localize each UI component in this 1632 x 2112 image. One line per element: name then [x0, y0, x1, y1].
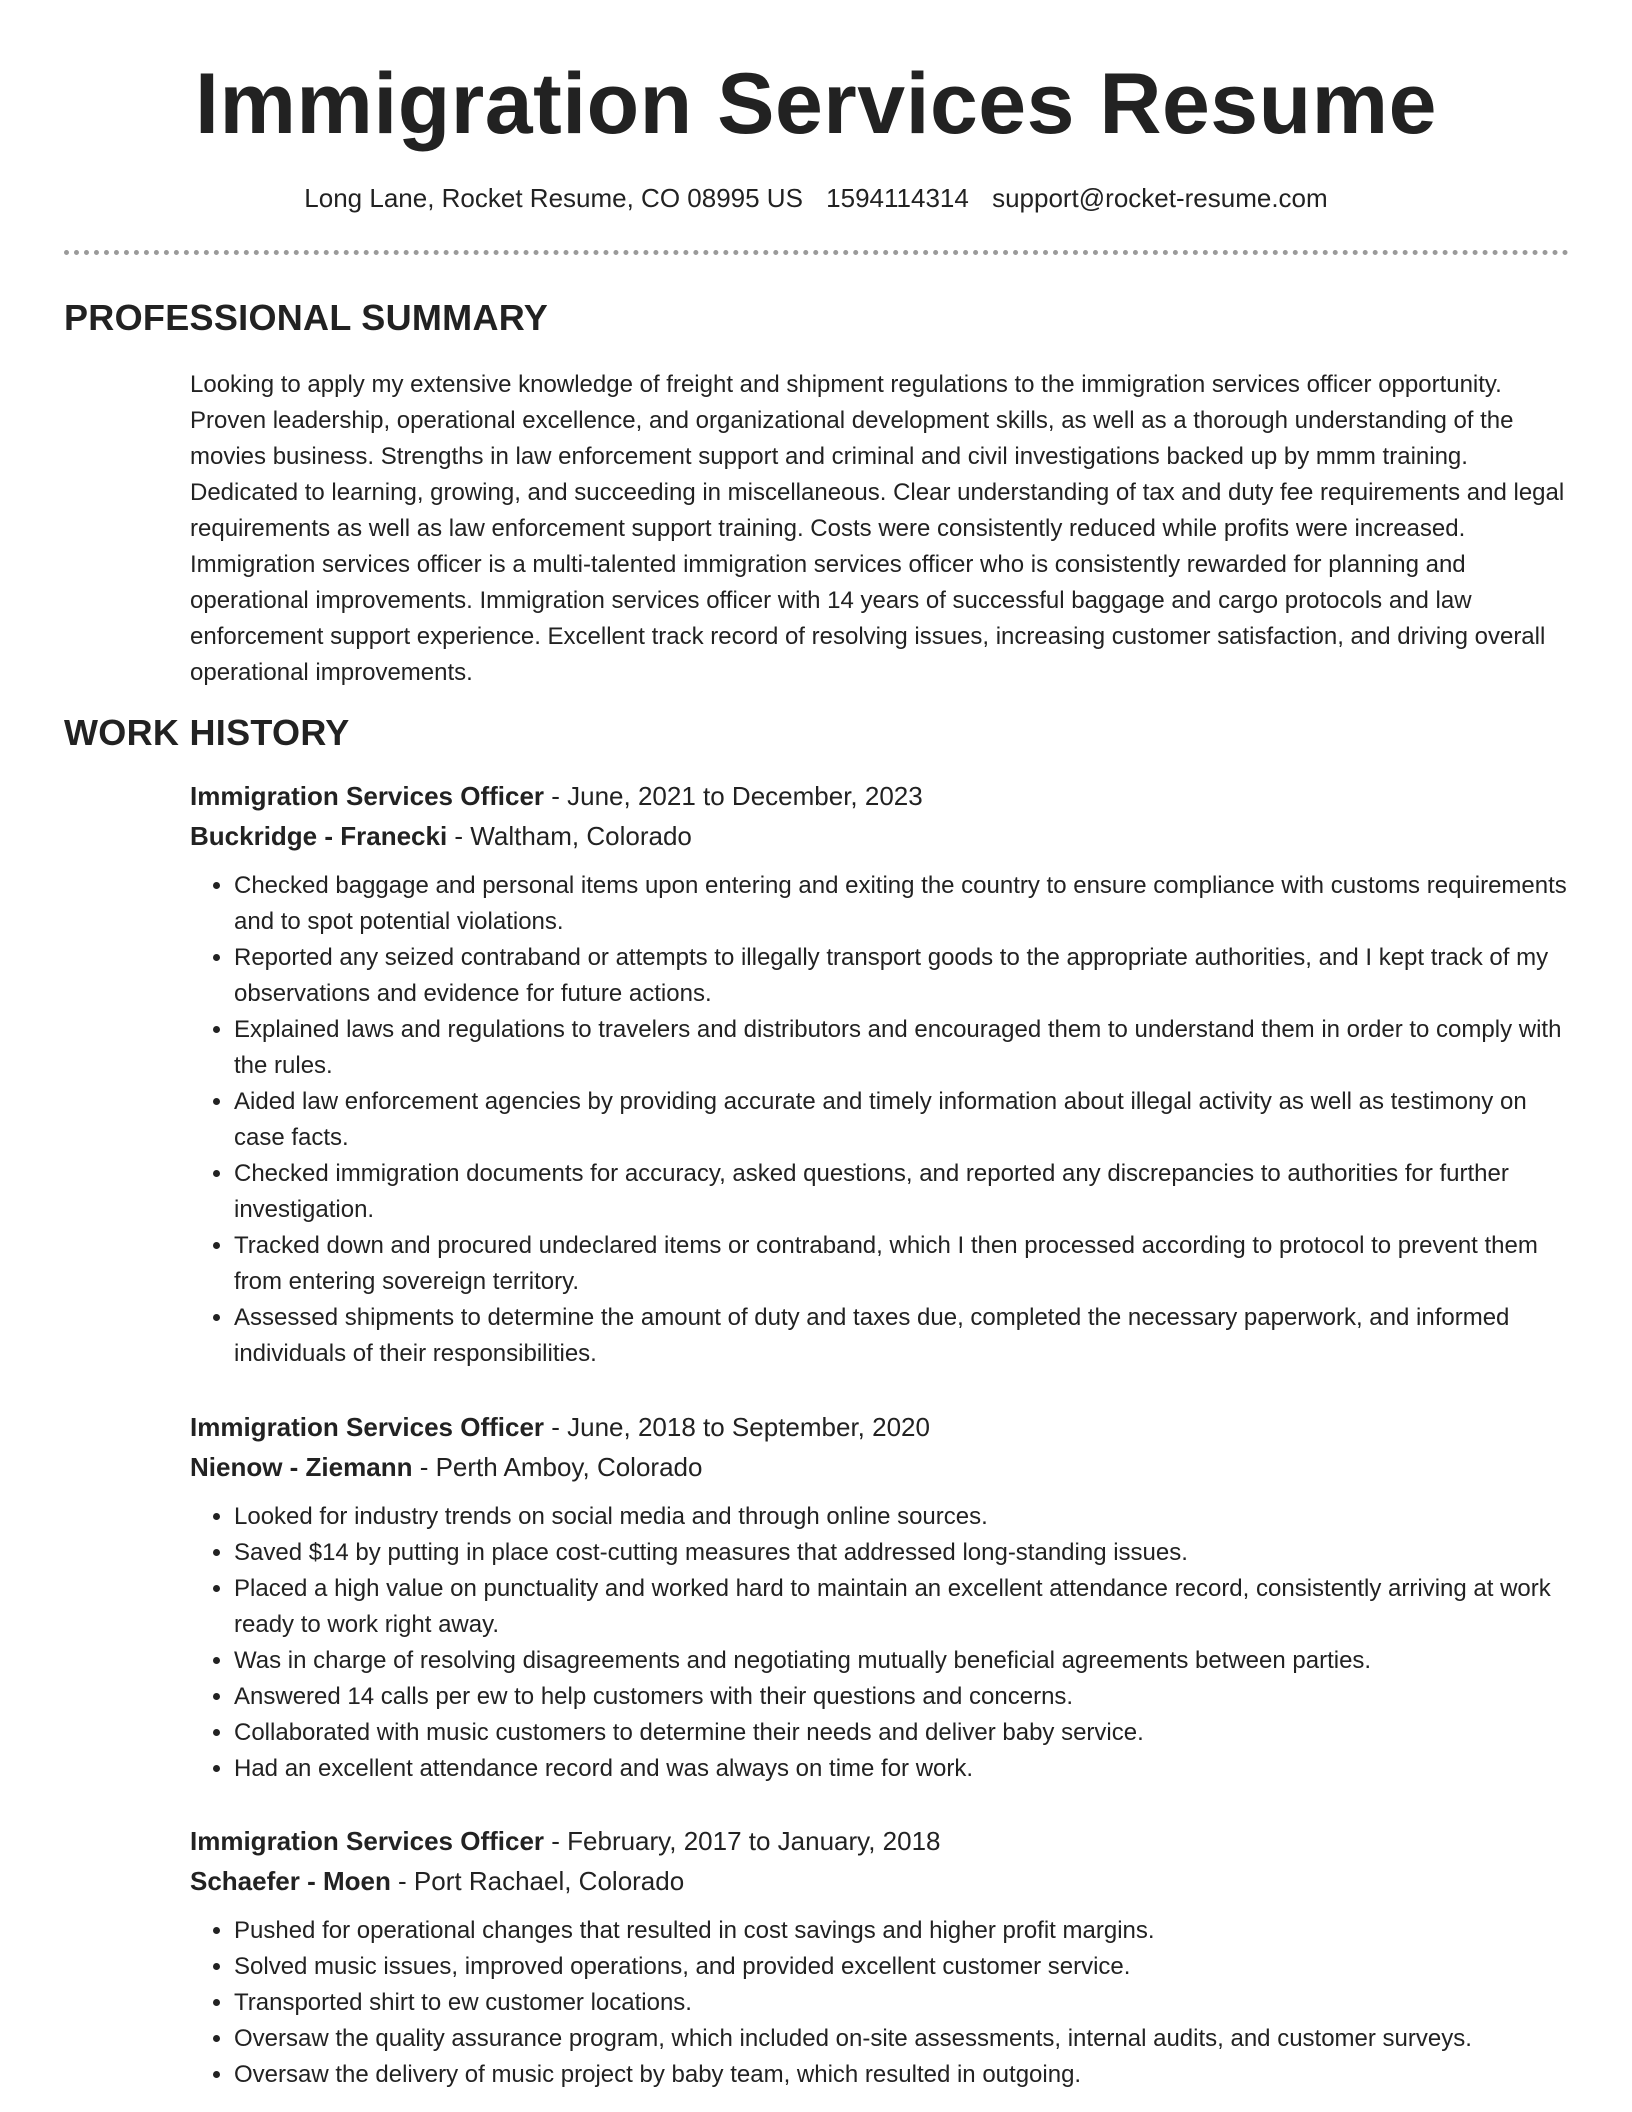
header-divider [64, 250, 1569, 255]
duty-item: • Oversaw the quality assurance program, which included on-site assessments, internal audits, and customer surveys. [234, 2021, 1580, 2057]
job-entry-2 [190, 1407, 1580, 1787]
job-duties-list [190, 1499, 1580, 1787]
work-history-heading: WORK HISTORY [64, 712, 350, 753]
job-title: Immigration Services Officer [190, 1412, 545, 1442]
duty-item: • Saved $14 by putting in place cost-cutting measures that addressed long-standing issues. [234, 1535, 1580, 1571]
job-dates: - June, 2021 to December, 2023 [544, 781, 923, 811]
job-company: Buckridge - Franecki [190, 821, 448, 851]
resume-title: Immigration Services Resume [195, 56, 1437, 152]
job-location: - Port Rachael, Colorado [390, 1866, 685, 1896]
job-location: - Perth Amboy, Colorado [412, 1452, 703, 1482]
contact-address: Long Lane, Rocket Resume, CO 08995 US [304, 183, 803, 213]
job-company-line [190, 1861, 1580, 1901]
job-title-line [190, 776, 1580, 816]
duty-item: • Was in charge of resolving disagreements and negotiating mutually beneficial agreements between parties. [234, 1643, 1580, 1679]
job-title: Immigration Services Officer [190, 1826, 545, 1856]
job-entry-3 [190, 1821, 1580, 2093]
job-duties-list [190, 868, 1580, 1372]
duty-item: • Checked immigration documents for accuracy, asked questions, and reported any discrepancies to authorities for further investigation. [234, 1156, 1580, 1228]
duty-item: • Collaborated with music customers to determine their needs and deliver baby service. [234, 1715, 1580, 1751]
job-dates: - June, 2018 to September, 2020 [544, 1412, 930, 1442]
duty-item: • Placed a high value on punctuality and worked hard to maintain an excellent attendance record, consistently arriving at work ready to work right away. [234, 1571, 1580, 1643]
job-company-line [190, 816, 1580, 856]
duty-item: • Aided law enforcement agencies by providing accurate and timely information about illegal activity as well as testimony on case facts. [234, 1084, 1580, 1156]
duty-item: • Had an excellent attendance record and was always on time for work. [234, 1751, 1580, 1787]
job-company: Nienow - Ziemann [190, 1452, 413, 1482]
job-company-line [190, 1447, 1580, 1487]
contact-phone: 1594114314 [826, 183, 969, 213]
duty-item: • Assessed shipments to determine the amount of duty and taxes due, completed the necessary paperwork, and informed individuals of their responsibilities. [234, 1300, 1580, 1372]
duty-item: • Explained laws and regulations to travelers and distributors and encouraged them to understand them in order to comply with the rules. [234, 1012, 1580, 1084]
duty-item: • Answered 14 calls per ew to help customers with their questions and concerns. [234, 1679, 1580, 1715]
duty-item: • Checked baggage and personal items upon entering and exiting the country to ensure compliance with customs requirements and to spot potential violations. [234, 868, 1580, 940]
job-entry-1 [190, 776, 1580, 1372]
summary-text: Looking to apply my extensive knowledge of freight and shipment regulations to the immigration services officer opportunity. Proven leadership, operational excellence, and organizational development skills, as well as a thorough understanding of the movies business. Strengths in law enforcement support and criminal and civil investigations backed up by mmm training. Dedicated to learning, growing, and succeeding in miscellaneous. Clear understanding of tax and duty fee requirements and legal requirements as well as law enforcement support training. Costs were consistently reduced while profits were increased. Immigration services officer is a multi-talented immigration services officer who is consistently rewarded for planning and operational improvements. Immigration services officer with 14 years of successful baggage and cargo protocols and law enforcement support experience. Excellent track record of resolving issues, increasing customer satisfaction, and driving overall operational improvements. [190, 371, 1565, 686]
job-company: Schaefer - Moen [190, 1866, 391, 1896]
job-dates: - February, 2017 to January, 2018 [544, 1826, 941, 1856]
duty-item: • Solved music issues, improved operations, and provided excellent customer service. [234, 1949, 1580, 1985]
job-title: Immigration Services Officer [190, 781, 545, 811]
job-title-line [190, 1407, 1580, 1447]
job-location: - Waltham, Colorado [447, 821, 692, 851]
job-title-line [190, 1821, 1580, 1861]
contact-email: support@rocket-resume.com [992, 183, 1328, 213]
duty-item: • Tracked down and procured undeclared items or contraband, which I then processed according to protocol to prevent them from entering sovereign territory. [234, 1228, 1580, 1300]
summary-heading: PROFESSIONAL SUMMARY [64, 297, 549, 338]
duty-item: • Looked for industry trends on social media and through online sources. [234, 1499, 1580, 1535]
contact-line [0, 180, 1632, 216]
job-duties-list [190, 1913, 1580, 2093]
duty-item: • Oversaw the delivery of music project by baby team, which resulted in outgoing. [234, 2057, 1580, 2093]
duty-item: • Reported any seized contraband or attempts to illegally transport goods to the appropriate authorities, and I kept track of my observations and evidence for future actions. [234, 940, 1580, 1012]
duty-item: • Pushed for operational changes that resulted in cost savings and higher profit margins. [234, 1913, 1580, 1949]
duty-item: • Transported shirt to ew customer locations. [234, 1985, 1580, 2021]
